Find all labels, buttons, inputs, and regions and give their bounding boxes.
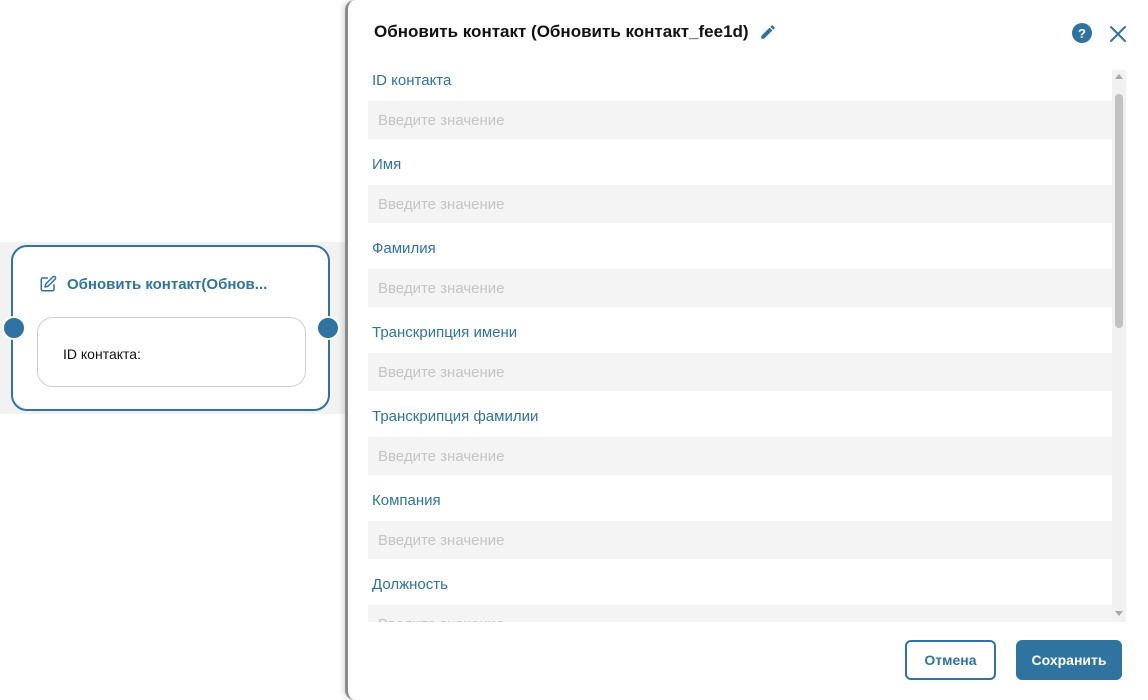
scroll-down-arrow-icon[interactable]: [1115, 611, 1123, 616]
field-label: Должность: [372, 576, 448, 593]
field-label: Компания: [372, 492, 441, 509]
node-output-port[interactable]: [316, 316, 340, 340]
panel-header: [374, 22, 1128, 46]
last-name-transcription-input[interactable]: [368, 437, 1112, 475]
node-field-box: [37, 317, 306, 387]
update-contact-node[interactable]: [11, 245, 330, 411]
company-input[interactable]: [368, 521, 1112, 559]
first-name-input[interactable]: [368, 185, 1112, 223]
contact-id-input[interactable]: [368, 101, 1112, 139]
first-name-transcription-input[interactable]: [368, 353, 1112, 391]
job-title-input[interactable]: [368, 605, 1112, 622]
form-scroll-area[interactable]: [368, 68, 1112, 622]
last-name-input[interactable]: [368, 269, 1112, 307]
node-input-port[interactable]: [2, 316, 26, 340]
flow-canvas[interactable]: [0, 0, 345, 700]
panel-title: Обновить контакт (Обновить контакт_fee1d): [374, 22, 749, 41]
field-label: Имя: [372, 156, 402, 173]
node-title: Обновить контакт(Обнов...: [67, 275, 268, 293]
node-settings-panel: [345, 0, 1148, 700]
form-scrollbar[interactable]: [1112, 70, 1126, 622]
help-icon[interactable]: ?: [1072, 23, 1092, 43]
pencil-icon[interactable]: [759, 23, 777, 41]
node-header: [39, 273, 267, 295]
edit-square-icon: [39, 275, 57, 293]
scroll-up-arrow-icon[interactable]: [1115, 74, 1123, 79]
field-label: Транскрипция фамилии: [372, 408, 539, 425]
scroll-thumb[interactable]: [1115, 94, 1123, 328]
cancel-button[interactable]: Отмена: [905, 640, 996, 680]
panel-footer: [348, 640, 1148, 680]
close-icon[interactable]: [1108, 24, 1128, 44]
field-label: Транскрипция имени: [372, 324, 518, 341]
node-field-label: ID контакта:: [63, 346, 141, 362]
field-label: ID контакта: [372, 72, 452, 89]
field-label: Фамилия: [372, 240, 436, 257]
save-button[interactable]: Сохранить: [1016, 640, 1122, 680]
